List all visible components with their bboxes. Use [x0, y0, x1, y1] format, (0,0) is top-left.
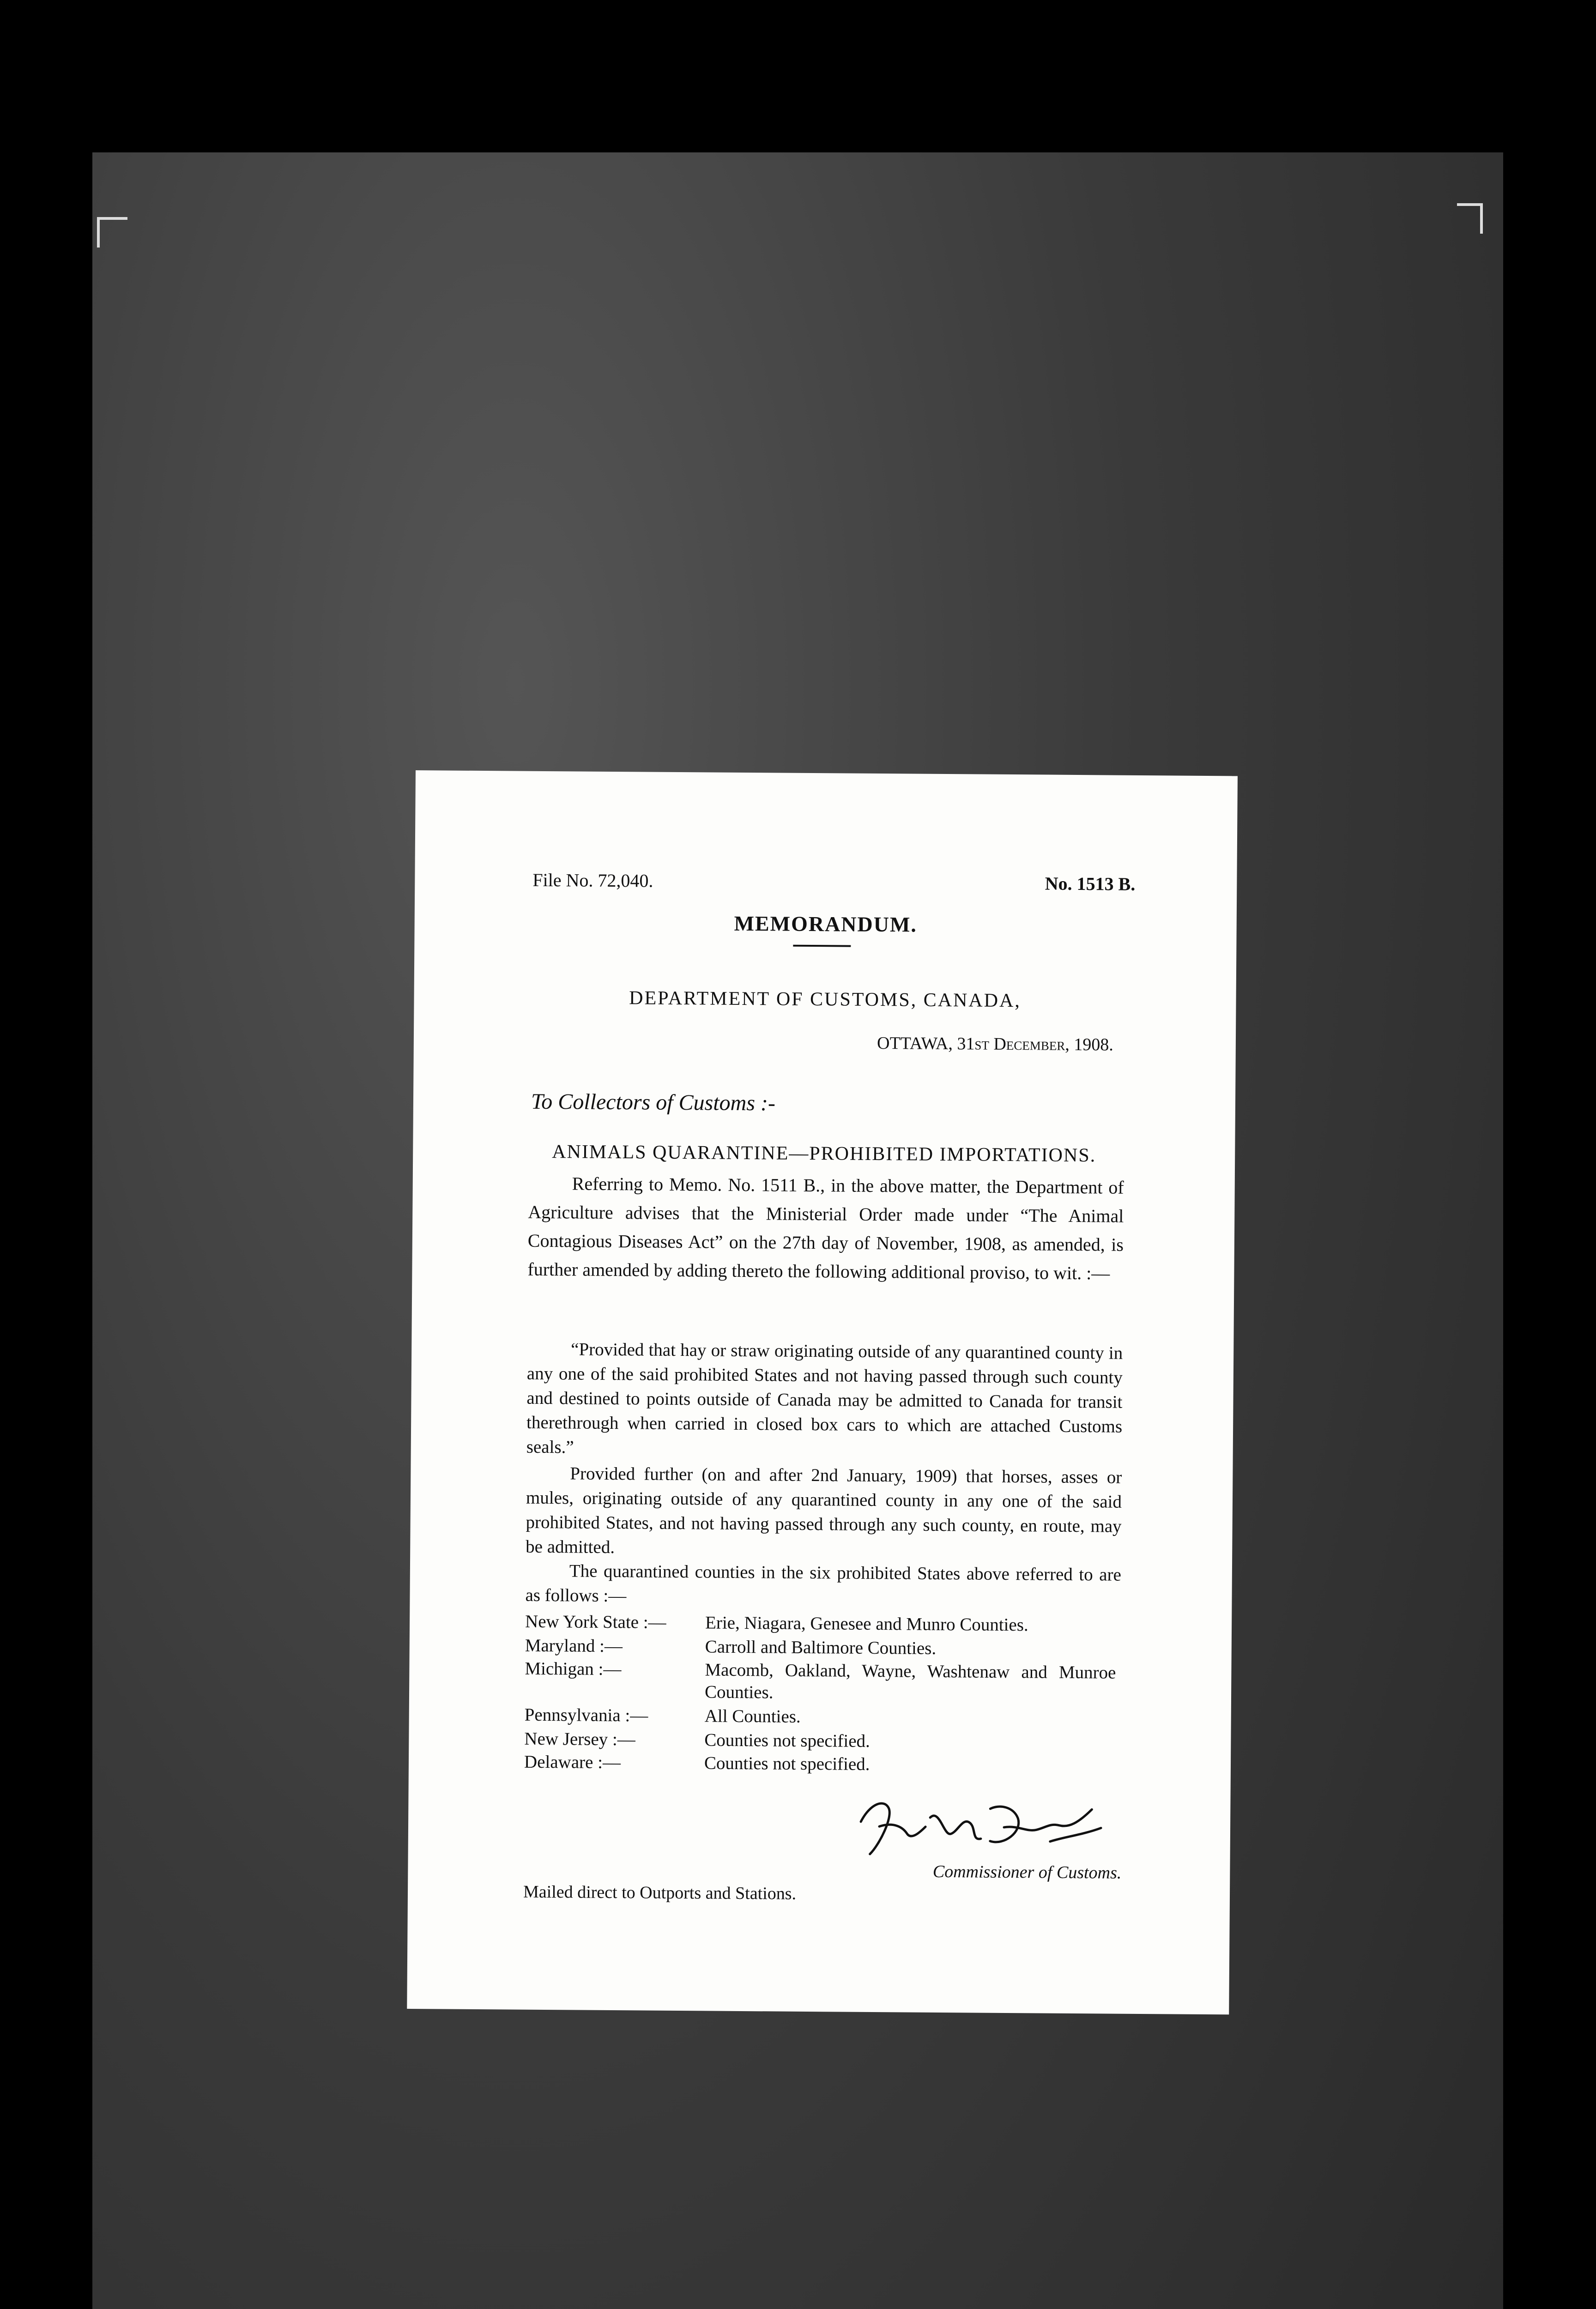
paragraph-2: Provided further (on and after 2nd January, 1909) that horses, asses or mules, originating outside of any quarantined county in any one of the said prohibited States, and not having passed through any such county, en route, may be admitted. — [526, 1463, 1122, 1558]
memorandum-sheet — [407, 770, 1238, 2014]
state-row: Michigan :— — [525, 1658, 622, 1680]
memo-heading: MEMORANDUM. — [734, 911, 918, 937]
department-line: DEPARTMENT OF CUSTOMS, CANADA, — [629, 987, 1022, 1012]
paragraph-1: Referring to Memo. No. 1511 B., in the above matter, the Department of Agriculture advises that the Ministerial Order made under “The Animal Contagious Diseases Act” on the 27th day of November, 1908, as amended, is further amended by adding thereto the following additional proviso, to wit. :— — [527, 1173, 1124, 1284]
counties-cell: Macomb, Oakland, Wayne, Washtenaw and Munroe Counties. — [704, 1660, 1116, 1703]
counties-cell: Counties not specified. — [704, 1730, 871, 1751]
corner-mark-top-right — [1457, 203, 1483, 234]
state-row: Delaware :— — [524, 1752, 621, 1773]
state-row: New Jersey :— — [524, 1729, 635, 1750]
quoted-proviso: “Provided that hay or straw originating outside of any quarantined county in any one of the said prohibited States and not having passed through such county and destined to points outside of Canada may be admitted to Canada for transit therethrough when carried in closed box cars to which are attached Customs seals.” — [526, 1339, 1123, 1457]
subject-line: ANIMALS QUARANTINE—PROHIBITED IMPORTATIONS. — [552, 1141, 1096, 1167]
heading-rule — [793, 945, 851, 947]
counties-cell: Carroll and Baltimore Counties. — [705, 1637, 937, 1658]
file-number: File No. 72,040. — [532, 869, 653, 891]
place-date: OTTAWA, 31st December, 1908. — [877, 1033, 1114, 1055]
counties-cell: Counties not specified. — [704, 1753, 870, 1774]
handwritten-signature — [852, 1789, 1111, 1865]
counties-cell: Erie, Niagara, Genesee and Munro Counties. — [705, 1613, 1028, 1635]
paragraph-3: The quarantined counties in the six prohibited States above referred to are as follows :— — [525, 1561, 1122, 1606]
counties-cell: All Counties. — [704, 1706, 801, 1727]
mailing-note: Mailed direct to Outports and Stations. — [523, 1882, 797, 1904]
corner-mark-top-left — [97, 217, 127, 248]
signatory-title: Commissioner of Customs. — [932, 1862, 1122, 1883]
salutation: To Collectors of Customs :- — [531, 1089, 776, 1116]
state-row: Maryland :— — [525, 1635, 623, 1656]
state-row: Pennsylvania :— — [524, 1705, 648, 1726]
state-row: New York State :— — [525, 1611, 666, 1632]
memo-number: No. 1513 B. — [1045, 873, 1136, 895]
